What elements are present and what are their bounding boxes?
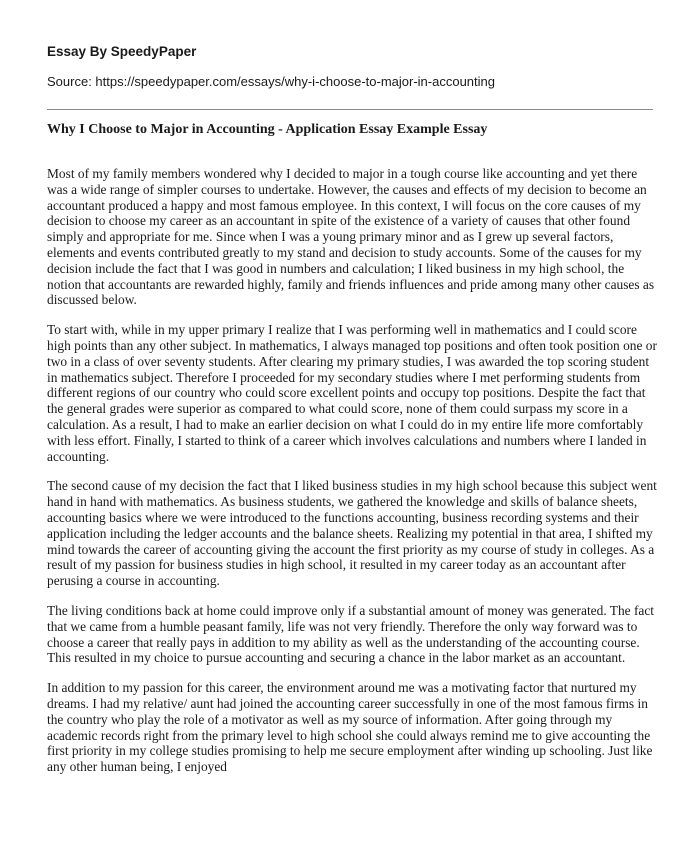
essay-paragraph: In addition to my passion for this career, the environment around me was a motivating factor that nurtured my dreams. I had my relative/ aunt had joined the accounting career successfully in one of the most famous firms in the country who play the role of a motivator as well as my source of information. After going through my academic records right from the primary level to high school she could always remind me to give accounting the first priority in my college studies promising to help me secure employment after winding up schooling. Just like any other human being, I enjoyed (47, 680, 653, 775)
header-divider (47, 109, 653, 110)
source-line: Source: https://speedypaper.com/essays/why-i-choose-to-major-in-accounting (47, 74, 495, 89)
publisher-brand: Essay By SpeedyPaper (47, 44, 197, 59)
essay-paragraph: The living conditions back at home could improve only if a substantial amount of money was generated. The fact that we came from a humble peasant family, life was not very friendly. Therefore the only way forward was to choose a career that really pays in addition to my ability as well as the understanding of the accounting course. This resulted in my choice to pursue accounting and securing a chance in the labor market as an accountant. (47, 602, 655, 666)
essay-paragraph: Most of my family members wondered why I decided to major in a tough course like accounting and yet there was a wide range of simpler courses to undertake. However, the causes and effects of my decision to become an accountant produced a happy and most famous employee. In this context, I will focus on the core causes of my decision to choose my career as an accountant in spite of the existence of a variety of causes that other found simply and appropriate for me. Since when I was a young primary minor and as I grew up several factors, elements and events contributed greatly to my stand and decision to study accounts. Some of the causes for my decision include the fact that I was good in numbers and calculation; I liked business in my high school, the notion that accountants are rewarded highly, family and friends influences and pride among many other causes as discussed below. (47, 166, 655, 308)
essay-title: Why I Choose to Major in Accounting - Application Essay Example Essay (47, 122, 488, 137)
document-header (47, 44, 657, 90)
essay-paragraph: The second cause of my decision the fact that I liked business studies in my high school because this subject went hand in hand with mathematics. As business students, we gathered the knowledge and skills of balance sheets, accounting basics where we were introduced to the functions accounting, business recording systems and their application including the ledger accounts and the balance sheets. Realizing my potential in that area, I shifted my mind towards the career of accounting giving the account the first priority as my course of study in colleges. As a result of my passion for business studies in high school, it resulted in my career today as an accountant after perusing a course in accounting. (47, 478, 657, 589)
essay-paragraph: To start with, while in my upper primary I realize that I was performing well in mathematics and I could score high points than any other subject. In mathematics, I always managed top positions and often took position one or two in a class of over seventy students. After clearing my primary studies, I was awarded the top scoring student in mathematics subject. Therefore I proceeded for my secondary studies where I met performing students from different regions of our country who could score excellent points and occupy top positions. Despite the fact that the general grades were superior as compared to what could score, none of them could surpass my score in a calculation. As a result, I had to make an earlier decision on what I could do in my entire life more comfortably with less effort. Finally, I started to think of a career which involves calculations and numbers where I landed in accounting. (47, 322, 657, 464)
essay-body (47, 166, 657, 789)
